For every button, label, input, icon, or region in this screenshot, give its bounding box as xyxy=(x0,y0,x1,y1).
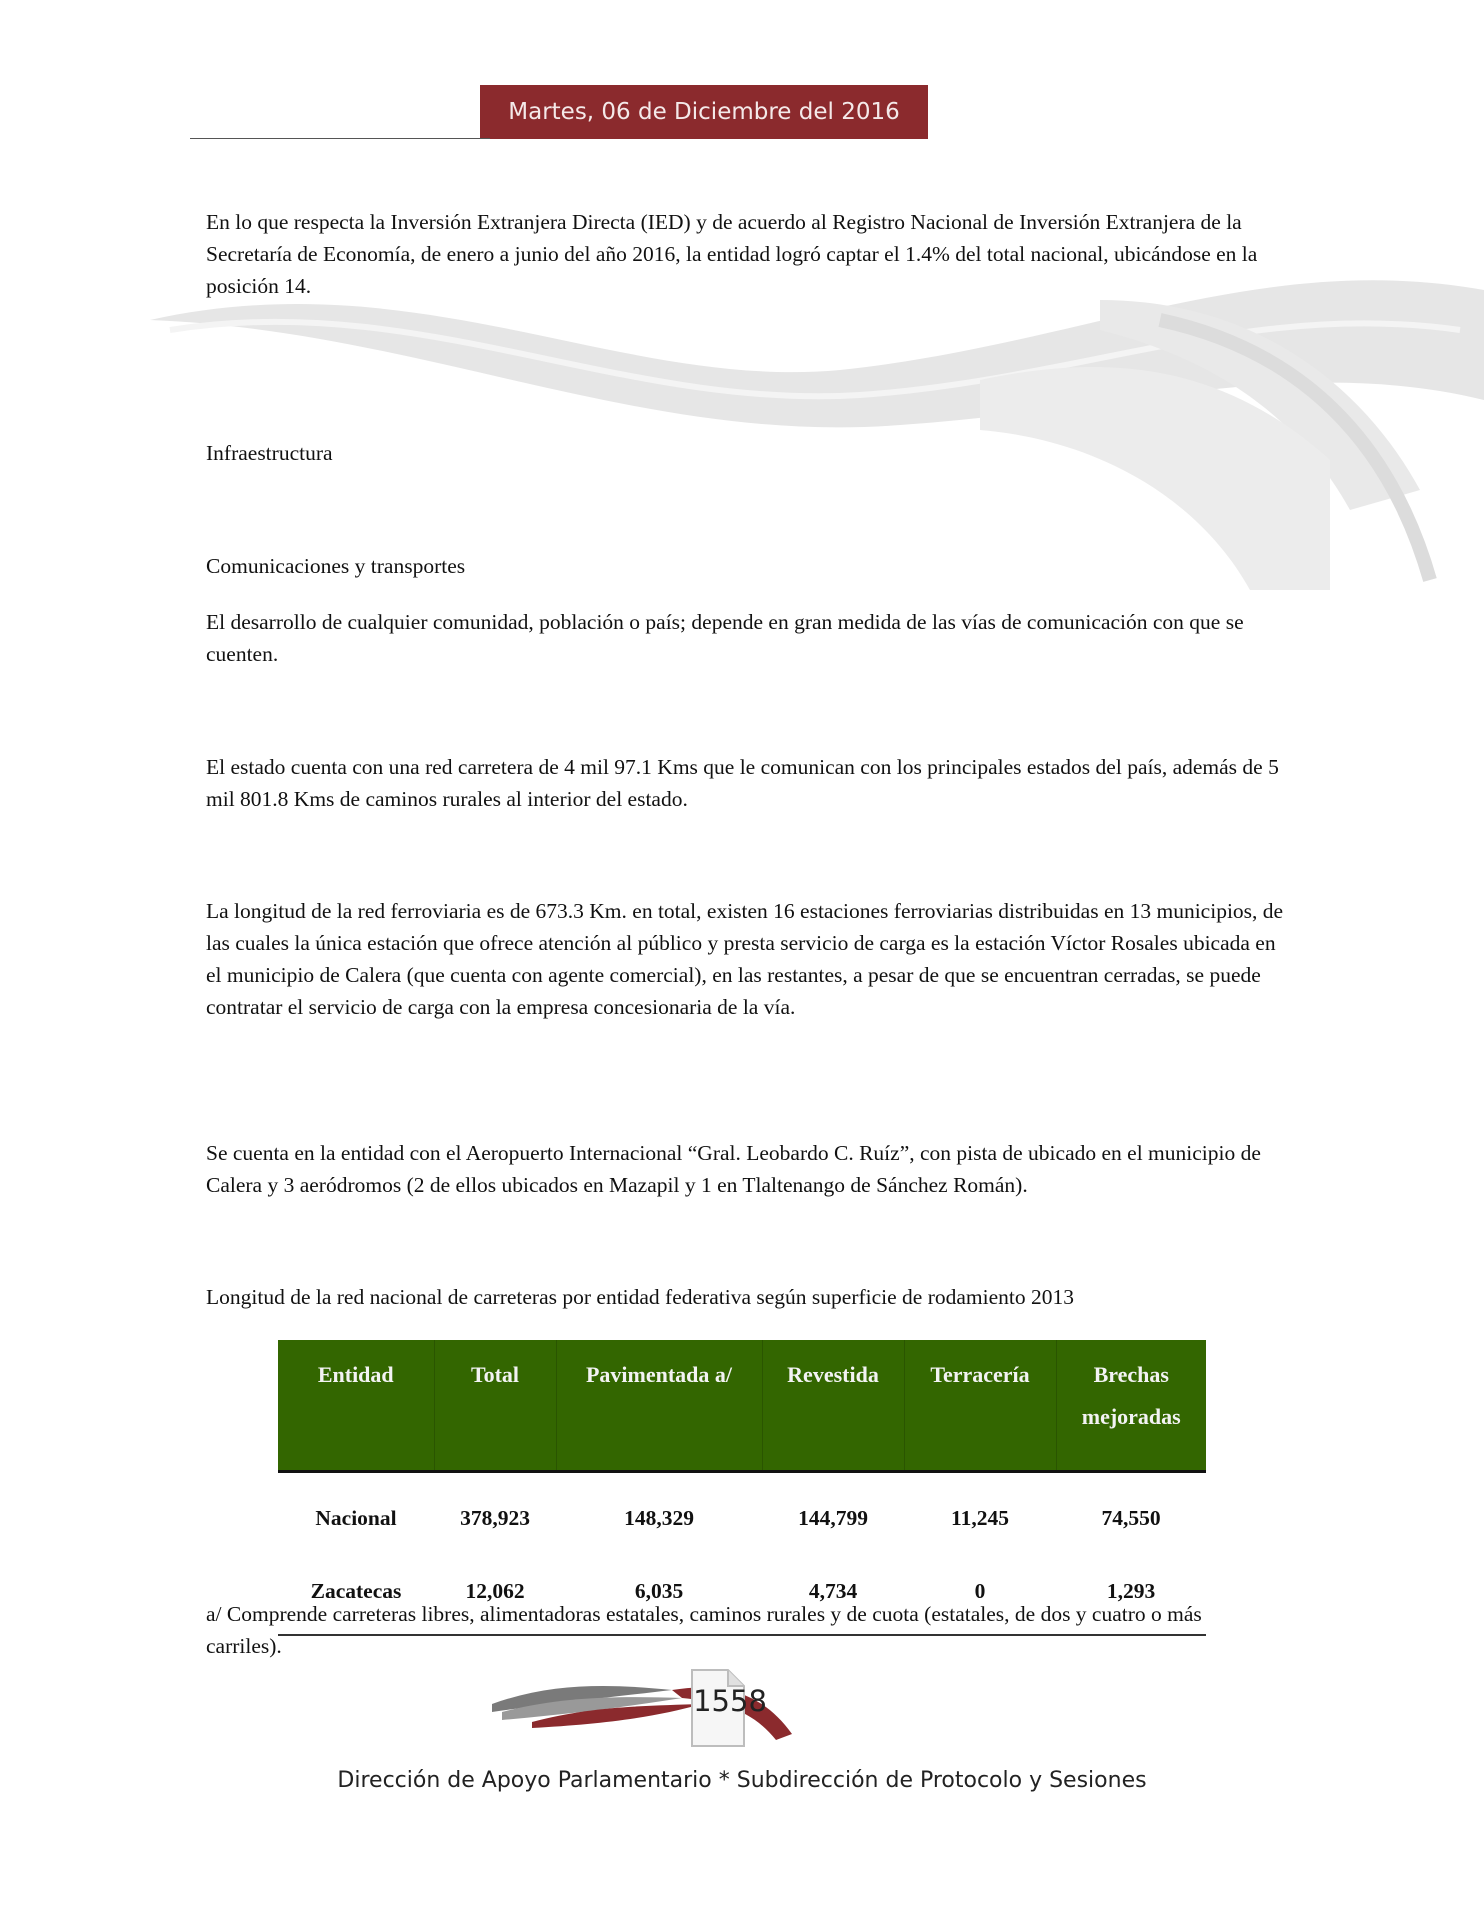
table-cell: 12,062 xyxy=(465,1579,525,1603)
roads-table-container xyxy=(278,1340,1206,1636)
column-header: Revestida xyxy=(762,1340,904,1472)
table-cell: 1,293 xyxy=(1106,1579,1156,1603)
header-rule xyxy=(190,138,490,139)
heading-comunicaciones: Comunicaciones y transportes xyxy=(206,554,466,578)
paragraph-red-ferroviaria: La longitud de la red ferroviaria es de 673.3 Km. en total, existen 16 estaciones ferroviarias distribuidas en 13 municipios, de las cuales la única estación que ofrece atención al público y presta servicio de carga es la estación Víctor Rosales ubicada en el municipio de Calera (que cuenta con agente comercial), en las restantes, a pesar de que se encuentran cerradas, se puede contratar el servicio de carga con la empresa concesionaria de la vía. xyxy=(206,899,1284,1019)
column-header: Total xyxy=(434,1340,556,1472)
table-caption: Longitud de la red nacional de carreteras por entidad federativa según superficie de rodamiento 2013 xyxy=(206,1285,1074,1309)
heading-infraestructura: Infraestructura xyxy=(206,441,333,465)
table-cell: Nacional xyxy=(315,1506,397,1530)
column-header: Pavimentada a/ xyxy=(556,1340,762,1472)
paragraph-desarrollo: El desarrollo de cualquier comunidad, población o país; depende en gran medida de las vías de comunicación con que se cuenten. xyxy=(206,610,1244,666)
table-cell: 0 xyxy=(974,1579,986,1603)
paragraph-aeropuerto: Se cuenta en la entidad con el Aeropuerto Internacional “Gral. Leobardo C. Ruíz”, con pista de ubicado en el municipio de Calera y 3 aeródromos (2 de ellos ubicados en Mazapil y 1 en Tlaltenango de Sánchez Román). xyxy=(206,1141,1261,1197)
column-header: Terracería xyxy=(904,1340,1056,1472)
page-number: 1558 xyxy=(693,1684,767,1718)
table-header-row xyxy=(278,1340,1206,1472)
table-row xyxy=(278,1472,1206,1556)
column-header: Entidad xyxy=(278,1340,434,1472)
table-cell: 378,923 xyxy=(460,1506,530,1530)
footer-logo-icon xyxy=(492,1662,832,1762)
table-footnote: a/ Comprende carreteras libres, alimentadoras estatales, caminos rurales y de cuota (estatales, de dos y cuatro o más carriles). xyxy=(206,1602,1202,1658)
paragraph-red-carretera: El estado cuenta con una red carretera de 4 mil 97.1 Kms que le comunican con los principales estados del país, además de 5 mil 801.8 Kms de caminos rurales al interior del estado. xyxy=(206,755,1279,811)
table-cell: 4,734 xyxy=(808,1579,858,1603)
column-header: Brechas mejoradas xyxy=(1056,1340,1206,1472)
date-banner: Martes, 06 de Diciembre del 2016 xyxy=(480,85,928,139)
ied-paragraph: En lo que respecta la Inversión Extranjera Directa (IED) y de acuerdo al Registro Nacional de Inversión Extranjera de la Secretaría de Economía, de enero a junio del año 2016, la entidad logró captar el 1.4% del total nacional, ubicándose en la posición 14. xyxy=(206,210,1258,298)
table-cell: 144,799 xyxy=(798,1506,868,1530)
table-cell: 6,035 xyxy=(634,1579,684,1603)
table-cell: 74,550 xyxy=(1101,1506,1161,1530)
table-cell: 148,329 xyxy=(624,1506,694,1530)
footer-text: Dirección de Apoyo Parlamentario * Subdirección de Protocolo y Sesiones xyxy=(337,1768,1147,1793)
roads-table xyxy=(278,1340,1206,1628)
table-cell: Zacatecas xyxy=(310,1579,402,1603)
watermark-swoosh xyxy=(0,260,1484,590)
table-cell: 11,245 xyxy=(951,1506,1009,1530)
